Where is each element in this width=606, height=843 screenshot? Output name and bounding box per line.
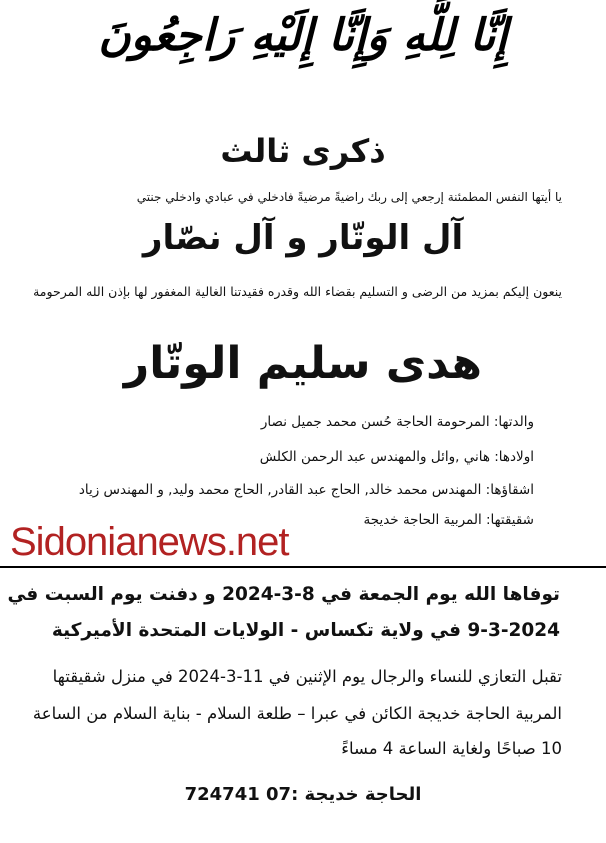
site-watermark: Sidonianews.net [10,520,289,564]
condolence-line-1: تقبل التعازي للنساء والرجال يوم الإثنين في 11-3-2024 في منزل شقيقتها [52,667,562,686]
quran-verse: يا أيتها النفس المطمئنة إرجعي إلى ربك راضيةً مرضيةً فادخلي في عبادي وادخلي جنتي [136,190,562,204]
relative-mother: والدتها: المرحومة الحاجة حُسن محمد جميل نصار [260,414,534,430]
family-names: آل الوتّار و آل نصّار [142,218,464,258]
deceased-name: هدى سليم الوتّار [123,338,483,389]
announcement-intro: ينعون إليكم بمزيد من الرضى و التسليم بقضاء الله وقدره فقيدتنا الغالية المغفور لها بإذن الله المرحومة [33,284,562,299]
quran-calligraphy-header: إِنَّا لِلَّهِ وَإِنَّا إِلَيْهِ رَاجِعُونَ [98,10,508,61]
condolence-line-3: 10 صباحًا ولغاية الساعة 4 مساءً [341,739,562,758]
death-date-line-1: توفاها الله يوم الجمعة في 8-3-2024 و دفنت يوم السبت في [7,584,560,605]
death-date-line-2: 9-3-2024 في ولاية تكساس - الولايات المتحدة الأميركية [51,620,560,641]
condolence-line-2: المربية الحاجة خديجة الكائن في عبرا – طلعة السلام - بناية السلام من الساعة [32,704,562,723]
relative-children: اولادها: هاني ,وائل والمهندس عبد الرحمن الكلش [259,449,534,465]
relative-sister: شقيقتها: المربية الحاجة خديجة [363,512,534,528]
relative-brothers: اشقاؤها: المهندس محمد خالد, الحاج عبد القادر, الحاج محمد وليد, و المهندس زياد [78,482,534,498]
section-divider [0,566,606,568]
contact-phone: الحاجة خديجة :07 724741 [184,784,422,805]
memorial-title: ذكرى ثالث [220,132,386,170]
